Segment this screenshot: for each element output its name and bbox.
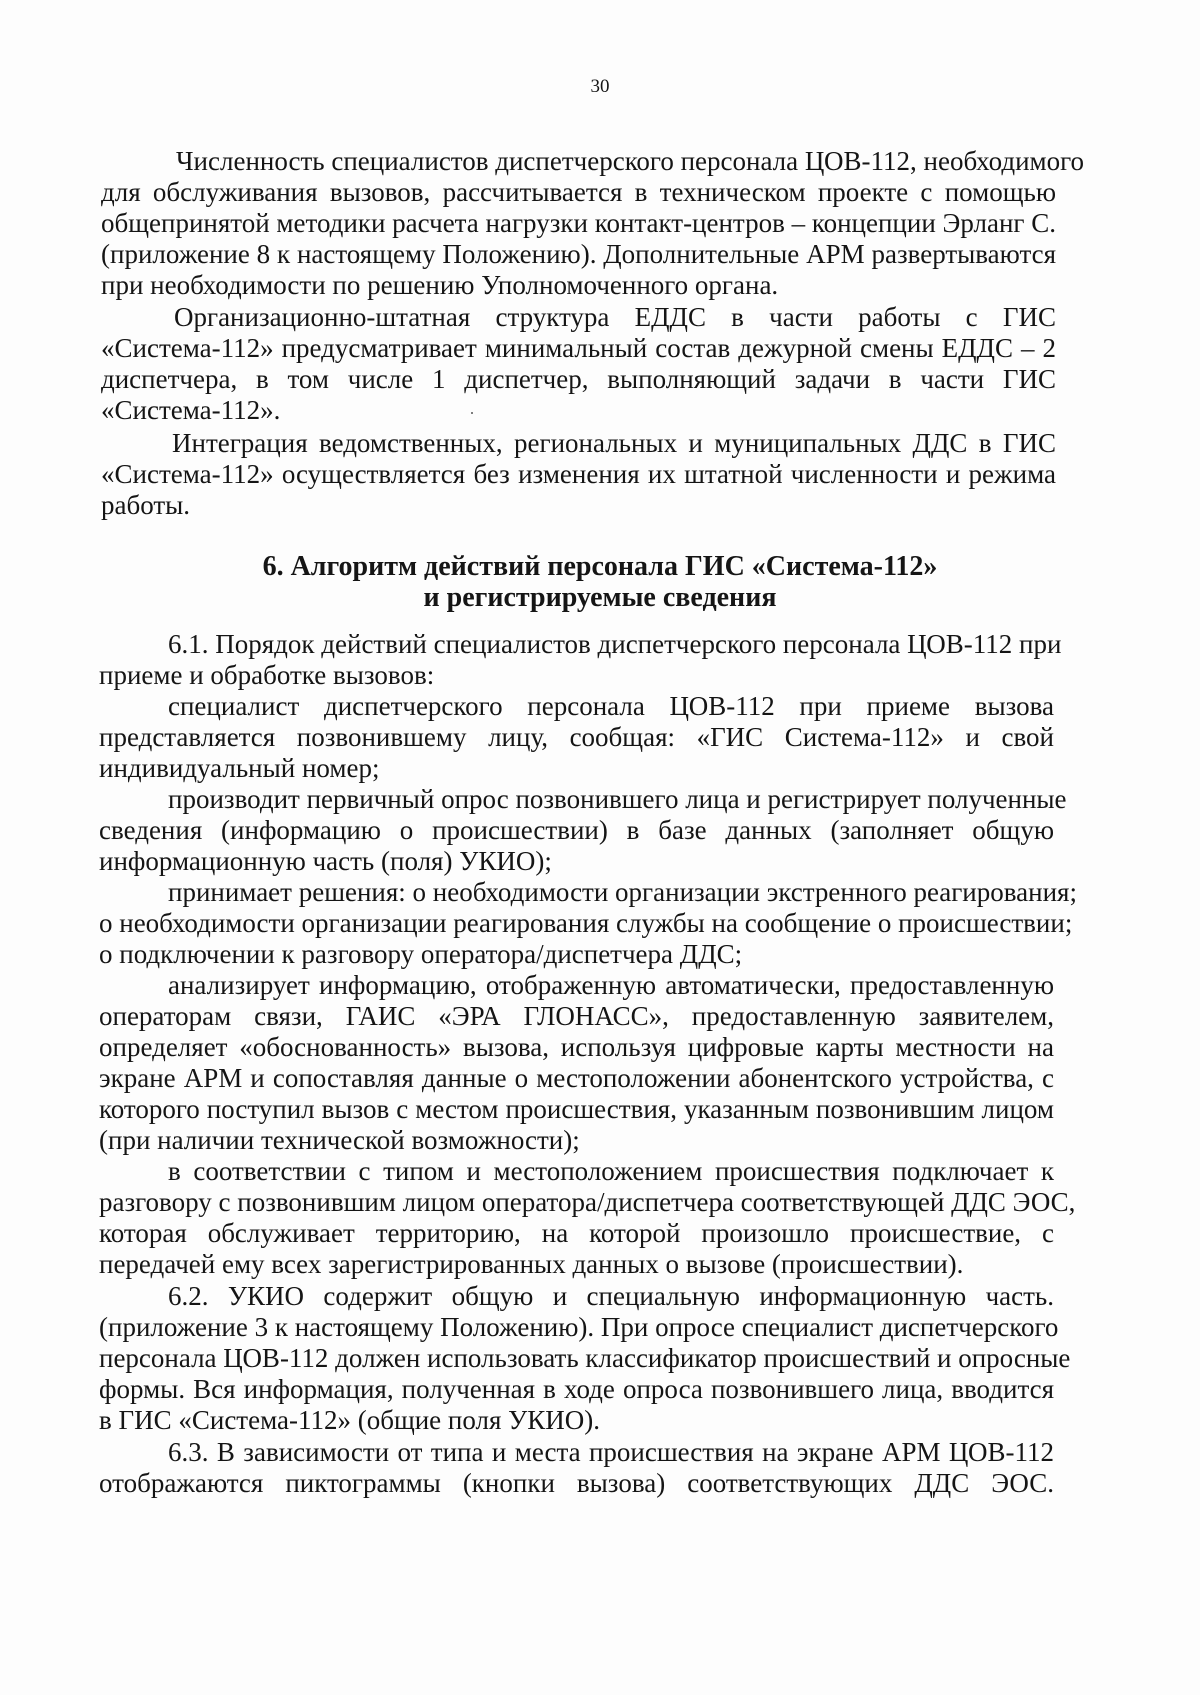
paragraph-line: сведения (информацию о происшествии) в базе данных (заполняет общую [99, 815, 1054, 845]
paragraph-line: в соответствии с типом и местоположением происшествия подключает к [168, 1156, 1054, 1186]
paragraph-line: (приложение 8 к настоящему Положению). Дополнительные АРМ развертываются [101, 239, 1056, 269]
paragraph-line: Интеграция ведомственных, региональных и муниципальных ДДС в ГИС [172, 428, 1056, 458]
paragraph-line: экране АРМ и сопоставляя данные о местоположении абонентского устройства, с [99, 1063, 1054, 1093]
paragraph-line: Организационно-штатная структура ЕДДС в части работы с ГИС [174, 302, 1056, 332]
paragraph-line: производит первичный опрос позвонившего лица и регистрирует полученные [168, 784, 1067, 814]
paragraph-line: о подключении к разговору оператора/диспетчера ДДС; [99, 939, 743, 969]
paragraph-line: 6.2. УКИО содержит общую и специальную информационную часть. [168, 1281, 1054, 1311]
paragraph-line: «Система-112». [101, 395, 281, 425]
paragraph-line: специалист диспетчерского персонала ЦОВ-112 при приеме вызова [168, 691, 1054, 721]
paragraph-line: операторам связи, ГАИС «ЭРА ГЛОНАСС», предоставленную заявителем, [99, 1001, 1054, 1031]
section-heading-line: и регистрируемые сведения [423, 582, 777, 613]
paragraph-line: индивидуальный номер; [99, 753, 380, 783]
paragraph-line: приеме и обработке вызовов: [99, 660, 435, 690]
paragraph-line: представляется позвонившему лицу, сообщая: «ГИС Система-112» и свой [99, 722, 1054, 752]
paragraph-line: диспетчера, в том числе 1 диспетчер, выполняющий задачи в части ГИС [101, 364, 1056, 394]
paragraph-line: которая обслуживает территорию, на которой произошло происшествие, с [99, 1218, 1054, 1248]
paragraph-line: 6.3. В зависимости от типа и места происшествия на экране АРМ ЦОВ-112 [168, 1437, 1054, 1467]
paragraph-line: персонала ЦОВ-112 должен использовать классификатор происшествий и опросные [99, 1343, 1071, 1373]
paragraph-line: о необходимости организации реагирования службы на сообщение о происшествии; [99, 908, 1073, 938]
paragraph-line: формы. Вся информация, полученная в ходе опроса позвонившего лица, вводится [99, 1374, 1054, 1404]
paragraph-line: при необходимости по решению Уполномоченного органа. [101, 270, 779, 300]
paragraph-line: (при наличии технической возможности); [99, 1125, 580, 1155]
paragraph-line: 6.1. Порядок действий специалистов диспетчерского персонала ЦОВ-112 при [168, 629, 1062, 659]
paragraph-line: которого поступил вызов с местом происшествия, указанным позвонившим лицом [99, 1094, 1054, 1124]
scan-speck [471, 412, 473, 414]
page-number: 30 [590, 76, 610, 97]
paragraph-line: анализирует информацию, отображенную автоматически, предоставленную [168, 970, 1054, 1000]
paragraph-line: работы. [101, 490, 191, 520]
section-heading-line: 6. Алгоритм действий персонала ГИС «Система-112» [262, 551, 938, 582]
paragraph-line: «Система-112» осуществляется без изменения их штатной численности и режима [101, 459, 1056, 489]
paragraph-line: Численность специалистов диспетчерского персонала ЦОВ-112, необходимого [176, 146, 1085, 176]
paragraph-line: определяет «обоснованность» вызова, используя цифровые карты местности на [99, 1032, 1054, 1062]
paragraph-line: принимает решения: о необходимости организации экстренного реагирования; [168, 877, 1077, 907]
paragraph-line: отображаются пиктограммы (кнопки вызова) соответствующих ДДС ЭОС. [99, 1468, 1054, 1498]
paragraph-line: (приложение 3 к настоящему Положению). При опросе специалист диспетчерского [99, 1312, 1059, 1342]
paragraph-line: передачей ему всех зарегистрированных данных о вызове (происшествии). [99, 1249, 964, 1279]
paragraph-line: общепринятой методики расчета нагрузки контакт-центров – концепции Эрланг С. [101, 208, 1056, 238]
paragraph-line: информационную часть (поля) УКИО); [99, 846, 552, 876]
paragraph-line: для обслуживания вызовов, рассчитывается в техническом проекте с помощью [101, 177, 1056, 207]
paragraph-line: в ГИС «Система-112» (общие поля УКИО). [99, 1405, 601, 1435]
paragraph-line: «Система-112» предусматривает минимальный состав дежурной смены ЕДДС – 2 [101, 333, 1056, 363]
paragraph-line: разговору с позвонившим лицом оператора/диспетчера соответствующей ДДС ЭОС, [99, 1187, 1076, 1217]
